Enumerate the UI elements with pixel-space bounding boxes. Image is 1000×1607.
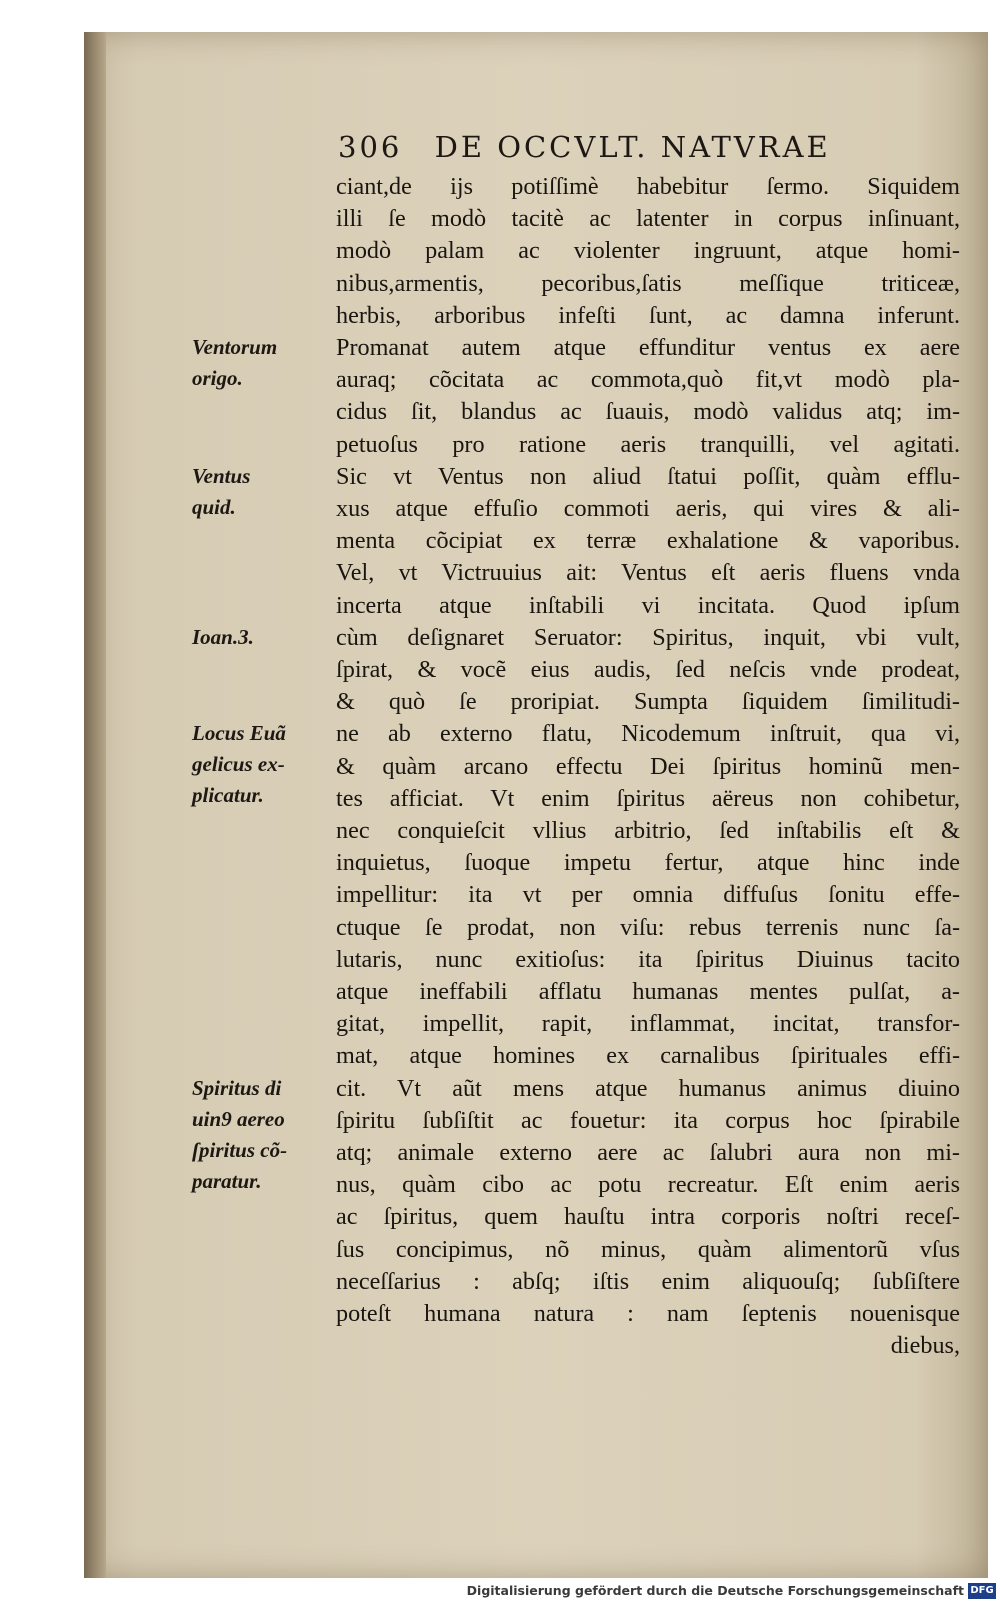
text-line: mat, atque homines ex carnalibus ſpirituales effi- — [336, 1042, 960, 1070]
text-line: diebus, — [890, 1332, 960, 1360]
text-line: Sic vt Ventus non aliud ſtatui poſſit, quàm efflu- — [336, 462, 960, 490]
text-line: neceſſarius : abſq; iſtis enim aliquouſq; ſubſiſtere — [336, 1267, 960, 1295]
text-line: nec conquieſcit vllius arbitrio, ſed inſtabilis eſt & — [336, 817, 960, 844]
text-line: inquietus, ſuoque impetu fertur, atque hinc inde — [336, 849, 960, 877]
note-ioan: Ioan.3. — [192, 624, 254, 649]
funding-credit: Digitalisierung gefördert durch die Deutsche Forschungsgemeinschaft — [466, 1583, 964, 1598]
text-line: xus atque effuſio commoti aeris, qui vires & ali- — [336, 495, 960, 522]
note-locus-euangelicus: gelicus ex- — [192, 752, 285, 777]
text-line: cit. Vt aũt mens atque humanus animus diuino — [336, 1074, 960, 1102]
text-line: modò palam ac violenter ingruunt, atque homi- — [336, 237, 960, 265]
running-header — [338, 130, 958, 176]
text-line: ſpiritu ſubſiſtit ac fouetur: ita corpus hoc ſpirabile — [336, 1106, 960, 1134]
note-spiritus-diuinus: uin9 aereo — [192, 1106, 285, 1131]
note-locus-euangelicus: Locus Euã — [192, 721, 286, 746]
text-line: poteſt humana natura : nam ſeptenis nouenisque — [336, 1300, 960, 1327]
text-line: ſus concipimus, nõ minus, quàm alimentorũ vſus — [336, 1235, 960, 1263]
text-line: impellitur: ita vt per omnia diffuſus ſonitu effe- — [336, 881, 960, 909]
note-ventorum-origo: Ventorum — [192, 335, 278, 359]
text-line: tes afficiat. Vt enim ſpiritus aëreus non cohibetur, — [336, 784, 960, 812]
page-number: 306 — [338, 130, 403, 164]
text-line: gitat, impellit, rapit, inflammat, incitat, transfor- — [336, 1010, 960, 1038]
text-line: incerta atque inſtabili vi incitata. Quod ipſum — [336, 591, 960, 619]
text-line: petuoſus pro ratione aeris tranquilli, vel agitati. — [336, 430, 960, 458]
text-line: atque ineffabili afflatu humanas mentes pulſat, a- — [336, 978, 960, 1005]
note-spiritus-diuinus: Spiritus di — [192, 1075, 282, 1100]
text-line: & quò ſe proripiat. Sumpta ſiquidem ſimilitudi- — [336, 688, 960, 716]
text-line: nibus,armentis, pecoribus,ſatis meſſique triticeæ, — [336, 269, 960, 297]
note-ventorum-origo: origo. — [192, 366, 243, 390]
text-line: auraq; cõcitata ac commota,quò fit,vt modò pla- — [336, 366, 960, 394]
footer-bar — [0, 1578, 1000, 1607]
running-title: DE OCCVLT. NATVRAE — [434, 130, 831, 164]
text-line: ne ab externo flatu, Nicodemum inſtruit, qua vi, — [336, 720, 960, 748]
text-line: herbis, arboribus infeſti ſunt, ac damna inferunt. — [336, 301, 960, 329]
note-spiritus-diuinus: ſpiritus cõ- — [192, 1137, 288, 1162]
text-line: ac ſpiritus, quem hauſtu intra corporis noſtri receſ- — [336, 1203, 960, 1231]
note-ventus-quid: quid. — [192, 494, 236, 519]
text-line: & quàm arcano effectu Dei ſpiritus hominũ men- — [336, 752, 960, 780]
text-line: Promanat autem atque effunditur ventus ex aere — [336, 334, 960, 361]
text-line: atq; animale externo aere ac ſalubri aura non mi- — [336, 1139, 960, 1166]
text-line: lutaris, nunc exitioſus: ita ſpiritus Diuinus tacito — [336, 945, 960, 973]
text-line: ſpirat, & vocẽ eius audis, ſed neſcis vnde prodeat, — [336, 656, 960, 683]
page-gutter — [84, 32, 106, 1578]
text-line: Vel, vt Victruuius ait: Ventus eſt aeris fluens vnda — [336, 559, 960, 587]
text-line: cidus ſit, blandus ac ſuauis, modò validus atq; im- — [336, 398, 960, 426]
text-line: ctuque ſe prodat, non viſu: rebus terrenis nunc ſa- — [336, 913, 960, 941]
text-line: menta cõcipiat ex terræ exhalatione & vaporibus. — [336, 527, 960, 555]
text-line: ciant,de ijs potiſſimè habebitur ſermo. Siquidem — [336, 173, 960, 200]
text-line: nus, quàm cibo ac potu recreatur. Eſt enim aeris — [336, 1171, 960, 1199]
dfg-logo-icon: DFG — [968, 1583, 996, 1599]
note-ventus-quid: Ventus — [192, 463, 251, 488]
text-line: cùm deſignaret Seruator: Spiritus, inquit, vbi vult, — [336, 623, 960, 651]
note-spiritus-diuinus: paratur. — [192, 1168, 262, 1193]
text-line: illi ſe modò tacitè ac latenter in corpus inſinuant, — [336, 205, 960, 233]
note-locus-euangelicus: plicatur. — [192, 783, 264, 808]
